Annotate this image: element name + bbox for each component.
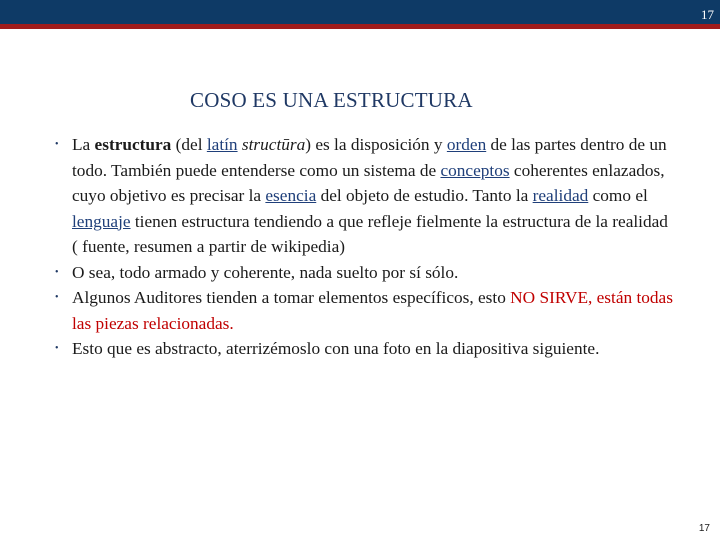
text: O sea, todo armado y coherente, nada suelto por sí sólo. [72, 262, 459, 282]
text: ) es la disposición y [305, 135, 447, 154]
highlight-text: NO SIRVE, están todas las piezas relacionadas. [72, 288, 673, 333]
header-bar [0, 0, 720, 24]
bullet-dot-icon: • [55, 139, 59, 150]
bullet-dot-icon: • [55, 266, 59, 278]
italic-term: structūra [241, 135, 306, 154]
text: de las partes dentro de un todo. También puede entenderse como un sistema de [72, 135, 667, 180]
link-esencia[interactable]: esencia [265, 186, 317, 205]
text: (del [171, 135, 207, 154]
text: tienen estructura tendiendo a que refleje fielmente la estructura de la realidad ( fuente, resumen a partir de wikipedia) [72, 211, 668, 256]
text: como el [588, 186, 648, 205]
text: La [72, 135, 95, 154]
link-realidad[interactable]: realidad [532, 186, 589, 205]
slide-title: COSO ES UNA ESTRUCTURA [190, 88, 473, 112]
accent-line [0, 24, 720, 29]
bold-term: estructura [94, 135, 172, 154]
bullet-dot-icon: • [55, 343, 59, 354]
text: Algunos Auditores tienden a tomar elementos específicos, esto [72, 288, 511, 307]
bullet-list [55, 132, 675, 362]
link-lenguaje[interactable]: lenguaje [72, 211, 131, 231]
slide-body [55, 132, 675, 362]
bullet-item-summary [55, 260, 675, 286]
bullet-item-definition [55, 132, 675, 260]
page-number-top: 17 [701, 7, 714, 22]
page-number-bottom: 17 [698, 523, 710, 534]
link-conceptos[interactable]: conceptos [440, 160, 510, 180]
link-latin[interactable]: latín [206, 135, 238, 154]
text: del objeto de estudio. Tanto la [316, 186, 533, 205]
bullet-item-next-slide [55, 336, 675, 362]
text: Esto que es abstracto, aterrizémoslo con una foto en la diapositiva siguiente. [72, 339, 600, 358]
link-orden[interactable]: orden [446, 135, 487, 154]
text: coherentes enlazados, cuyo objetivo es precisar la [72, 160, 665, 205]
bullet-item-auditors [55, 285, 675, 336]
bullet-dot-icon: • [55, 292, 59, 303]
